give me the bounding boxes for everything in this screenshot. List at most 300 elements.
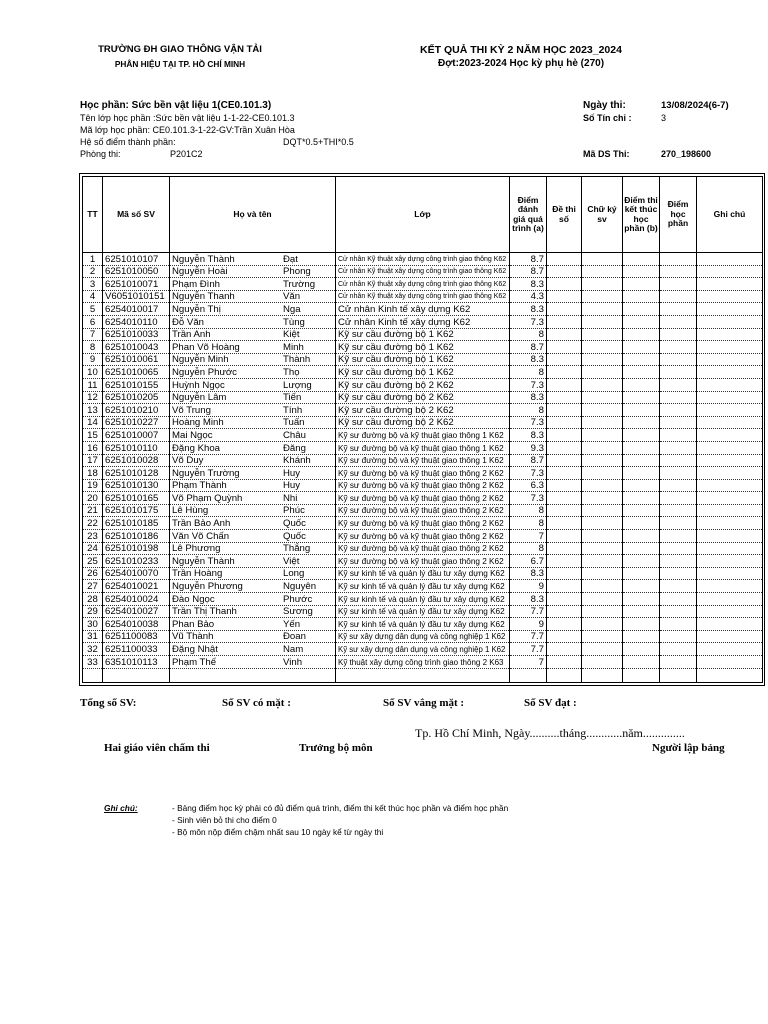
- exam-session: Đợt:2023-2024 Học kỳ phụ hè (270): [437, 58, 605, 69]
- row-number-cell: 2: [83, 265, 103, 278]
- given-name: Huy: [283, 480, 301, 492]
- column-header-final-exam-score: Điểm thi kết thúc học phần (b): [623, 177, 660, 253]
- empty-cell: [697, 668, 763, 682]
- score-weight-label: Hệ số điểm thành phần:: [80, 137, 176, 147]
- exam-number-cell: [547, 630, 582, 643]
- final-exam-score-cell: [623, 542, 660, 555]
- student-id-cell: 6251010155: [103, 378, 170, 391]
- signature-cell: [582, 555, 623, 568]
- signature-cell: [582, 265, 623, 278]
- given-name: Thắng: [283, 543, 311, 555]
- class-name: Kỹ sư đường bộ và kỹ thuật giao thông 1 K62: [338, 456, 504, 466]
- exam-number-cell: [547, 618, 582, 631]
- class-cell: [336, 366, 510, 379]
- row-number-cell: 17: [83, 454, 103, 467]
- given-name: Đoan: [283, 631, 306, 643]
- table-body: [83, 253, 763, 683]
- row-number-cell: 27: [83, 580, 103, 593]
- student-row: [83, 467, 763, 480]
- family-and-middle-name: Huỳnh Ngọc: [172, 379, 225, 391]
- column-header-tt: TT: [83, 177, 103, 253]
- class-name: Kỹ sư cầu đường bộ 2 K62: [338, 379, 454, 391]
- note-cell: [697, 391, 763, 404]
- process-score-cell: 6.7: [510, 555, 547, 568]
- row-number-cell: 3: [83, 278, 103, 291]
- column-header-exam-number: Đề thi số: [547, 177, 582, 253]
- class-cell: [336, 555, 510, 568]
- class-cell: [336, 353, 510, 366]
- note-cell: [697, 404, 763, 417]
- student-id-cell: 6251010128: [103, 467, 170, 480]
- class-name: Kỹ sư xây dựng dân dụng và công nghiệp 1 K62: [338, 632, 506, 642]
- note-cell: [697, 315, 763, 328]
- course-score-cell: [660, 555, 697, 568]
- final-exam-score-cell: [623, 492, 660, 505]
- note-cell: [697, 441, 763, 454]
- given-name: Tiến: [283, 392, 302, 404]
- given-name: Nam: [283, 644, 304, 655]
- process-score-cell: 8.7: [510, 454, 547, 467]
- signature-cell: [582, 454, 623, 467]
- row-number-cell: 1: [83, 253, 103, 266]
- student-row: [83, 315, 763, 328]
- full-name-cell: [170, 542, 336, 555]
- exam-number-cell: [547, 656, 582, 669]
- family-and-middle-name: Nguyễn Thị: [172, 303, 221, 315]
- score-weight-formula: DQT*0.5+THI*0.5: [283, 137, 354, 147]
- signature-cell: [582, 278, 623, 291]
- course-score-cell: [660, 567, 697, 580]
- signature-cell: [582, 605, 623, 618]
- signature-cell: [582, 618, 623, 631]
- full-name-cell: [170, 303, 336, 316]
- student-row: [83, 290, 763, 303]
- student-id-cell: 6251100083: [103, 630, 170, 643]
- note-cell: [697, 656, 763, 669]
- given-name: Lượng: [283, 379, 312, 391]
- full-name-cell: [170, 429, 336, 442]
- row-number-cell: 16: [83, 441, 103, 454]
- student-row: [83, 479, 763, 492]
- student-row: [83, 416, 763, 429]
- given-name: Khánh: [283, 455, 311, 467]
- note-cell: [697, 618, 763, 631]
- exam-number-cell: [547, 504, 582, 517]
- full-name-cell: [170, 605, 336, 618]
- class-name: Kỹ sư cầu đường bộ 2 K62: [338, 392, 454, 404]
- signature-cell: [582, 366, 623, 379]
- process-score-cell: 8.3: [510, 567, 547, 580]
- note-cell: [697, 378, 763, 391]
- row-number-cell: 28: [83, 593, 103, 606]
- final-exam-score-cell: [623, 643, 660, 656]
- final-exam-score-cell: [623, 341, 660, 354]
- note-cell: [697, 353, 763, 366]
- final-exam-score-cell: [623, 290, 660, 303]
- row-number-cell: 7: [83, 328, 103, 341]
- exam-list-code-label: Mã DS Thi:: [583, 149, 630, 159]
- empty-cell: [336, 668, 510, 682]
- course-class-code: Mã lớp học phần: CE0.101.3-1-22-GV:Trần Xuân Hòa: [80, 125, 295, 135]
- student-id-cell: 6254010027: [103, 605, 170, 618]
- course-score-cell: [660, 618, 697, 631]
- family-and-middle-name: Phạm Đình: [172, 278, 220, 290]
- student-id-cell: 6251010061: [103, 353, 170, 366]
- given-name: Phước: [283, 593, 313, 605]
- course-score-cell: [660, 580, 697, 593]
- final-exam-score-cell: [623, 378, 660, 391]
- student-id-cell: 6251010227: [103, 416, 170, 429]
- signature-cell: [582, 290, 623, 303]
- row-number-cell: 4: [83, 290, 103, 303]
- family-and-middle-name: Lê Hùng: [172, 505, 209, 517]
- process-score-cell: 7.3: [510, 492, 547, 505]
- given-name: Sương: [283, 606, 313, 618]
- course-score-cell: [660, 542, 697, 555]
- exam-number-cell: [547, 530, 582, 543]
- note-cell: [697, 593, 763, 606]
- process-score-cell: 8.7: [510, 341, 547, 354]
- student-row: [83, 530, 763, 543]
- exam-number-cell: [547, 542, 582, 555]
- column-header-student-id: Mã số SV: [103, 177, 170, 253]
- given-name: Phúc: [283, 505, 305, 517]
- note-cell: [697, 467, 763, 480]
- full-name-cell: [170, 567, 336, 580]
- family-and-middle-name: Phan Võ Hoàng: [172, 341, 240, 353]
- class-cell: [336, 580, 510, 593]
- row-number-cell: 5: [83, 303, 103, 316]
- final-exam-score-cell: [623, 530, 660, 543]
- note-cell: [697, 454, 763, 467]
- final-exam-score-cell: [623, 404, 660, 417]
- course-score-cell: [660, 416, 697, 429]
- class-cell: [336, 454, 510, 467]
- final-exam-score-cell: [623, 441, 660, 454]
- full-name-cell: [170, 416, 336, 429]
- student-row: [83, 253, 763, 266]
- row-number-cell: 26: [83, 567, 103, 580]
- process-score-cell: 7.3: [510, 416, 547, 429]
- process-score-cell: 8.7: [510, 265, 547, 278]
- note-cell: [697, 567, 763, 580]
- full-name-cell: [170, 492, 336, 505]
- credits-value: 3: [661, 113, 667, 123]
- note-cell: [697, 265, 763, 278]
- exam-number-cell: [547, 441, 582, 454]
- course-score-cell: [660, 454, 697, 467]
- course-score-cell: [660, 517, 697, 530]
- department-head-signature-label: Trưởng bộ môn: [299, 742, 373, 754]
- empty-cell: [83, 668, 103, 682]
- row-number-cell: 32: [83, 643, 103, 656]
- exam-date-label: Ngày thi:: [583, 100, 626, 111]
- signature-cell: [582, 303, 623, 316]
- row-number-cell: 6: [83, 315, 103, 328]
- student-id-cell: 6254010038: [103, 618, 170, 631]
- row-number-cell: 20: [83, 492, 103, 505]
- course-score-cell: [660, 429, 697, 442]
- exam-number-cell: [547, 378, 582, 391]
- process-score-cell: 8: [510, 328, 547, 341]
- class-name: Kỹ sư kinh tế và quản lý đầu tư xây dựng K62: [338, 607, 505, 617]
- student-id-cell: 6251010107: [103, 253, 170, 266]
- class-cell: [336, 517, 510, 530]
- class-cell: [336, 315, 510, 328]
- notes-label: Ghi chú:: [104, 803, 138, 813]
- class-name: Kỹ sư đường bộ và kỹ thuật giao thông 2 K62: [338, 481, 504, 491]
- class-cell: [336, 530, 510, 543]
- final-exam-score-cell: [623, 580, 660, 593]
- empty-cell: [547, 668, 582, 682]
- student-row: [83, 580, 763, 593]
- final-exam-score-cell: [623, 517, 660, 530]
- process-score-cell: 8.3: [510, 391, 547, 404]
- row-number-cell: 29: [83, 605, 103, 618]
- class-name: Kỹ sư đường bộ và kỹ thuật giao thông 1 K62: [338, 430, 504, 440]
- exam-number-cell: [547, 328, 582, 341]
- note-cell: [697, 492, 763, 505]
- empty-cell: [510, 668, 547, 682]
- final-exam-score-cell: [623, 567, 660, 580]
- final-exam-score-cell: [623, 265, 660, 278]
- row-number-cell: 14: [83, 416, 103, 429]
- full-name-cell: [170, 517, 336, 530]
- note-cell: [697, 530, 763, 543]
- row-number-cell: 9: [83, 353, 103, 366]
- course-title: Học phần: Sức bền vật liệu 1(CE0.101.3): [80, 100, 272, 111]
- student-row: [83, 378, 763, 391]
- final-exam-score-cell: [623, 467, 660, 480]
- process-score-cell: 7: [510, 656, 547, 669]
- signature-cell: [582, 253, 623, 266]
- family-and-middle-name: Mai Ngọc: [172, 429, 213, 441]
- given-name: Trường: [283, 278, 316, 290]
- exam-number-cell: [547, 404, 582, 417]
- class-cell: [336, 504, 510, 517]
- full-name-cell: [170, 441, 336, 454]
- column-header-process-score: Điểm đánh giá quá trình (a): [510, 177, 547, 253]
- class-name: Kỹ sư kinh tế và quản lý đầu tư xây dựng K62: [338, 582, 505, 592]
- final-exam-score-cell: [623, 630, 660, 643]
- class-name: Cử nhân Kỹ thuật xây dựng công trình giao thông K62: [338, 255, 507, 263]
- family-and-middle-name: Nguyễn Minh: [172, 354, 229, 366]
- exam-number-cell: [547, 290, 582, 303]
- class-cell: [336, 441, 510, 454]
- process-score-cell: 8.3: [510, 353, 547, 366]
- full-name-cell: [170, 504, 336, 517]
- student-row: [83, 605, 763, 618]
- class-name: Kỹ sư cầu đường bộ 2 K62: [338, 404, 454, 416]
- student-id-cell: 6251010185: [103, 517, 170, 530]
- note-cell: [697, 416, 763, 429]
- row-number-cell: 21: [83, 504, 103, 517]
- process-score-cell: 7.3: [510, 467, 547, 480]
- given-name: Huy: [283, 467, 301, 479]
- student-row: [83, 517, 763, 530]
- class-name: Cử nhân Kinh tế xây dựng K62: [338, 303, 471, 315]
- family-and-middle-name: Phạm Thế: [172, 656, 217, 668]
- column-header-note: Ghi chú: [697, 177, 763, 253]
- exam-number-cell: [547, 341, 582, 354]
- class-name: Kỹ sư cầu đường bộ 1 K62: [338, 341, 454, 353]
- student-row: [83, 656, 763, 669]
- process-score-cell: 8.3: [510, 593, 547, 606]
- column-header-signature: Chữ ký sv: [582, 177, 623, 253]
- row-number-cell: 33: [83, 656, 103, 669]
- note-cell: [697, 517, 763, 530]
- signature-cell: [582, 416, 623, 429]
- signature-cell: [582, 542, 623, 555]
- student-id-cell: 6251010233: [103, 555, 170, 568]
- exam-number-cell: [547, 278, 582, 291]
- course-score-cell: [660, 467, 697, 480]
- exam-number-cell: [547, 353, 582, 366]
- given-name: Việt: [283, 555, 300, 567]
- note-cell: [697, 555, 763, 568]
- family-and-middle-name: Võ Phạm Quỳnh: [172, 492, 243, 504]
- family-and-middle-name: Nguyễn Thanh: [172, 291, 235, 303]
- full-name-cell: [170, 479, 336, 492]
- exam-number-cell: [547, 416, 582, 429]
- course-score-cell: [660, 504, 697, 517]
- student-row: [83, 303, 763, 316]
- signature-cell: [582, 504, 623, 517]
- final-exam-score-cell: [623, 656, 660, 669]
- row-number-cell: 8: [83, 341, 103, 354]
- final-exam-score-cell: [623, 353, 660, 366]
- course-score-cell: [660, 315, 697, 328]
- course-score-cell: [660, 378, 697, 391]
- given-name: Châu: [283, 429, 306, 441]
- class-cell: [336, 429, 510, 442]
- note-item: - Bảng điểm học kỳ phải có đủ điểm quá trình, điểm thi kết thúc học phần và điểm học phần: [172, 803, 509, 813]
- family-and-middle-name: Lê Phương: [172, 543, 221, 555]
- family-and-middle-name: Nguyễn Trường: [172, 467, 240, 479]
- course-score-cell: [660, 290, 697, 303]
- course-class-name: Tên lớp học phần :Sức bền vật liệu 1-1-22-CE0.101.3: [80, 113, 295, 123]
- family-and-middle-name: Đặng Nhật: [172, 644, 218, 655]
- process-score-cell: 8: [510, 366, 547, 379]
- present-students-label: Số SV có mặt :: [222, 697, 291, 709]
- student-id-cell: 6251010065: [103, 366, 170, 379]
- empty-cell: [623, 668, 660, 682]
- signature-cell: [582, 467, 623, 480]
- class-name: Kỹ sư cầu đường bộ 1 K62: [338, 329, 454, 341]
- exam-number-cell: [547, 366, 582, 379]
- full-name-cell: [170, 341, 336, 354]
- exam-number-cell: [547, 391, 582, 404]
- student-id-cell: 6254010110: [103, 315, 170, 328]
- class-name: Cử nhân Kỹ thuật xây dựng công trình giao thông K62: [338, 280, 507, 288]
- student-id-cell: 6254010017: [103, 303, 170, 316]
- row-number-cell: 13: [83, 404, 103, 417]
- note-cell: [697, 366, 763, 379]
- note-item: - Bộ môn nộp điểm chậm nhất sau 10 ngày kể từ ngày thi: [172, 827, 384, 837]
- signature-cell: [582, 630, 623, 643]
- student-id-cell: 6254010021: [103, 580, 170, 593]
- final-exam-score-cell: [623, 555, 660, 568]
- document-title: KẾT QUẢ THI KỲ 2 NĂM HỌC 2023_2024: [420, 44, 622, 56]
- note-cell: [697, 341, 763, 354]
- final-exam-score-cell: [623, 416, 660, 429]
- empty-cell: [103, 668, 170, 682]
- student-id-cell: 6251010043: [103, 341, 170, 354]
- grade-table: [82, 176, 763, 683]
- note-cell: [697, 504, 763, 517]
- family-and-middle-name: Nguyễn Thành: [172, 555, 235, 567]
- student-row: [83, 391, 763, 404]
- column-header-class: Lớp: [336, 177, 510, 253]
- given-name: Thọ: [283, 366, 300, 378]
- student-row: [83, 341, 763, 354]
- process-score-cell: 9: [510, 618, 547, 631]
- student-id-cell: 6251010033: [103, 328, 170, 341]
- family-and-middle-name: Võ Duy: [172, 455, 204, 467]
- exam-number-cell: [547, 429, 582, 442]
- class-name: Cử nhân Kỹ thuật xây dựng công trình giao thông K62: [338, 268, 507, 276]
- exam-room-label: Phòng thi:: [80, 149, 121, 159]
- exam-number-cell: [547, 479, 582, 492]
- student-id-cell: 6251010110: [103, 441, 170, 454]
- family-and-middle-name: Vũ Thành: [172, 631, 214, 643]
- row-number-cell: 23: [83, 530, 103, 543]
- given-name: Đăng: [283, 442, 306, 454]
- given-name: Đạt: [283, 253, 298, 265]
- class-cell: [336, 253, 510, 266]
- signature-cell: [582, 567, 623, 580]
- student-row: [83, 366, 763, 379]
- credits-label: Số Tín chỉ :: [583, 113, 632, 123]
- class-name: Kỹ sư đường bộ và kỹ thuật giao thông 2 K62: [338, 506, 504, 516]
- process-score-cell: 8.3: [510, 278, 547, 291]
- family-and-middle-name: Văn Võ Chấn: [172, 530, 230, 542]
- column-header-full-name: Họ và tên: [170, 177, 336, 253]
- student-row: [83, 504, 763, 517]
- final-exam-score-cell: [623, 504, 660, 517]
- course-score-cell: [660, 630, 697, 643]
- note-cell: [697, 278, 763, 291]
- class-cell: [336, 492, 510, 505]
- class-cell: [336, 605, 510, 618]
- row-number-cell: 30: [83, 618, 103, 631]
- process-score-cell: 8.7: [510, 253, 547, 266]
- exam-number-cell: [547, 492, 582, 505]
- full-name-cell: [170, 643, 336, 656]
- student-row: [83, 429, 763, 442]
- full-name-cell: [170, 378, 336, 391]
- exam-number-cell: [547, 643, 582, 656]
- signature-cell: [582, 479, 623, 492]
- family-and-middle-name: Trần Anh: [172, 329, 211, 341]
- course-score-cell: [660, 605, 697, 618]
- branch-name: PHÂN HIỆU TẠI TP. HỒ CHÍ MINH: [114, 59, 246, 69]
- place-and-date-line: Tp. Hồ Chí Minh, Ngày..........tháng............năm..............: [415, 726, 685, 740]
- class-cell: [336, 290, 510, 303]
- signature-cell: [582, 315, 623, 328]
- final-exam-score-cell: [623, 618, 660, 631]
- full-name-cell: [170, 391, 336, 404]
- final-exam-score-cell: [623, 593, 660, 606]
- school-name: TRƯỜNG ĐH GIAO THÔNG VẬN TẢI: [98, 44, 262, 55]
- process-score-cell: 7.7: [510, 605, 547, 618]
- student-id-cell: 6251010205: [103, 391, 170, 404]
- course-score-cell: [660, 341, 697, 354]
- class-cell: [336, 567, 510, 580]
- process-score-cell: 8.3: [510, 429, 547, 442]
- process-score-cell: 7: [510, 530, 547, 543]
- course-score-cell: [660, 441, 697, 454]
